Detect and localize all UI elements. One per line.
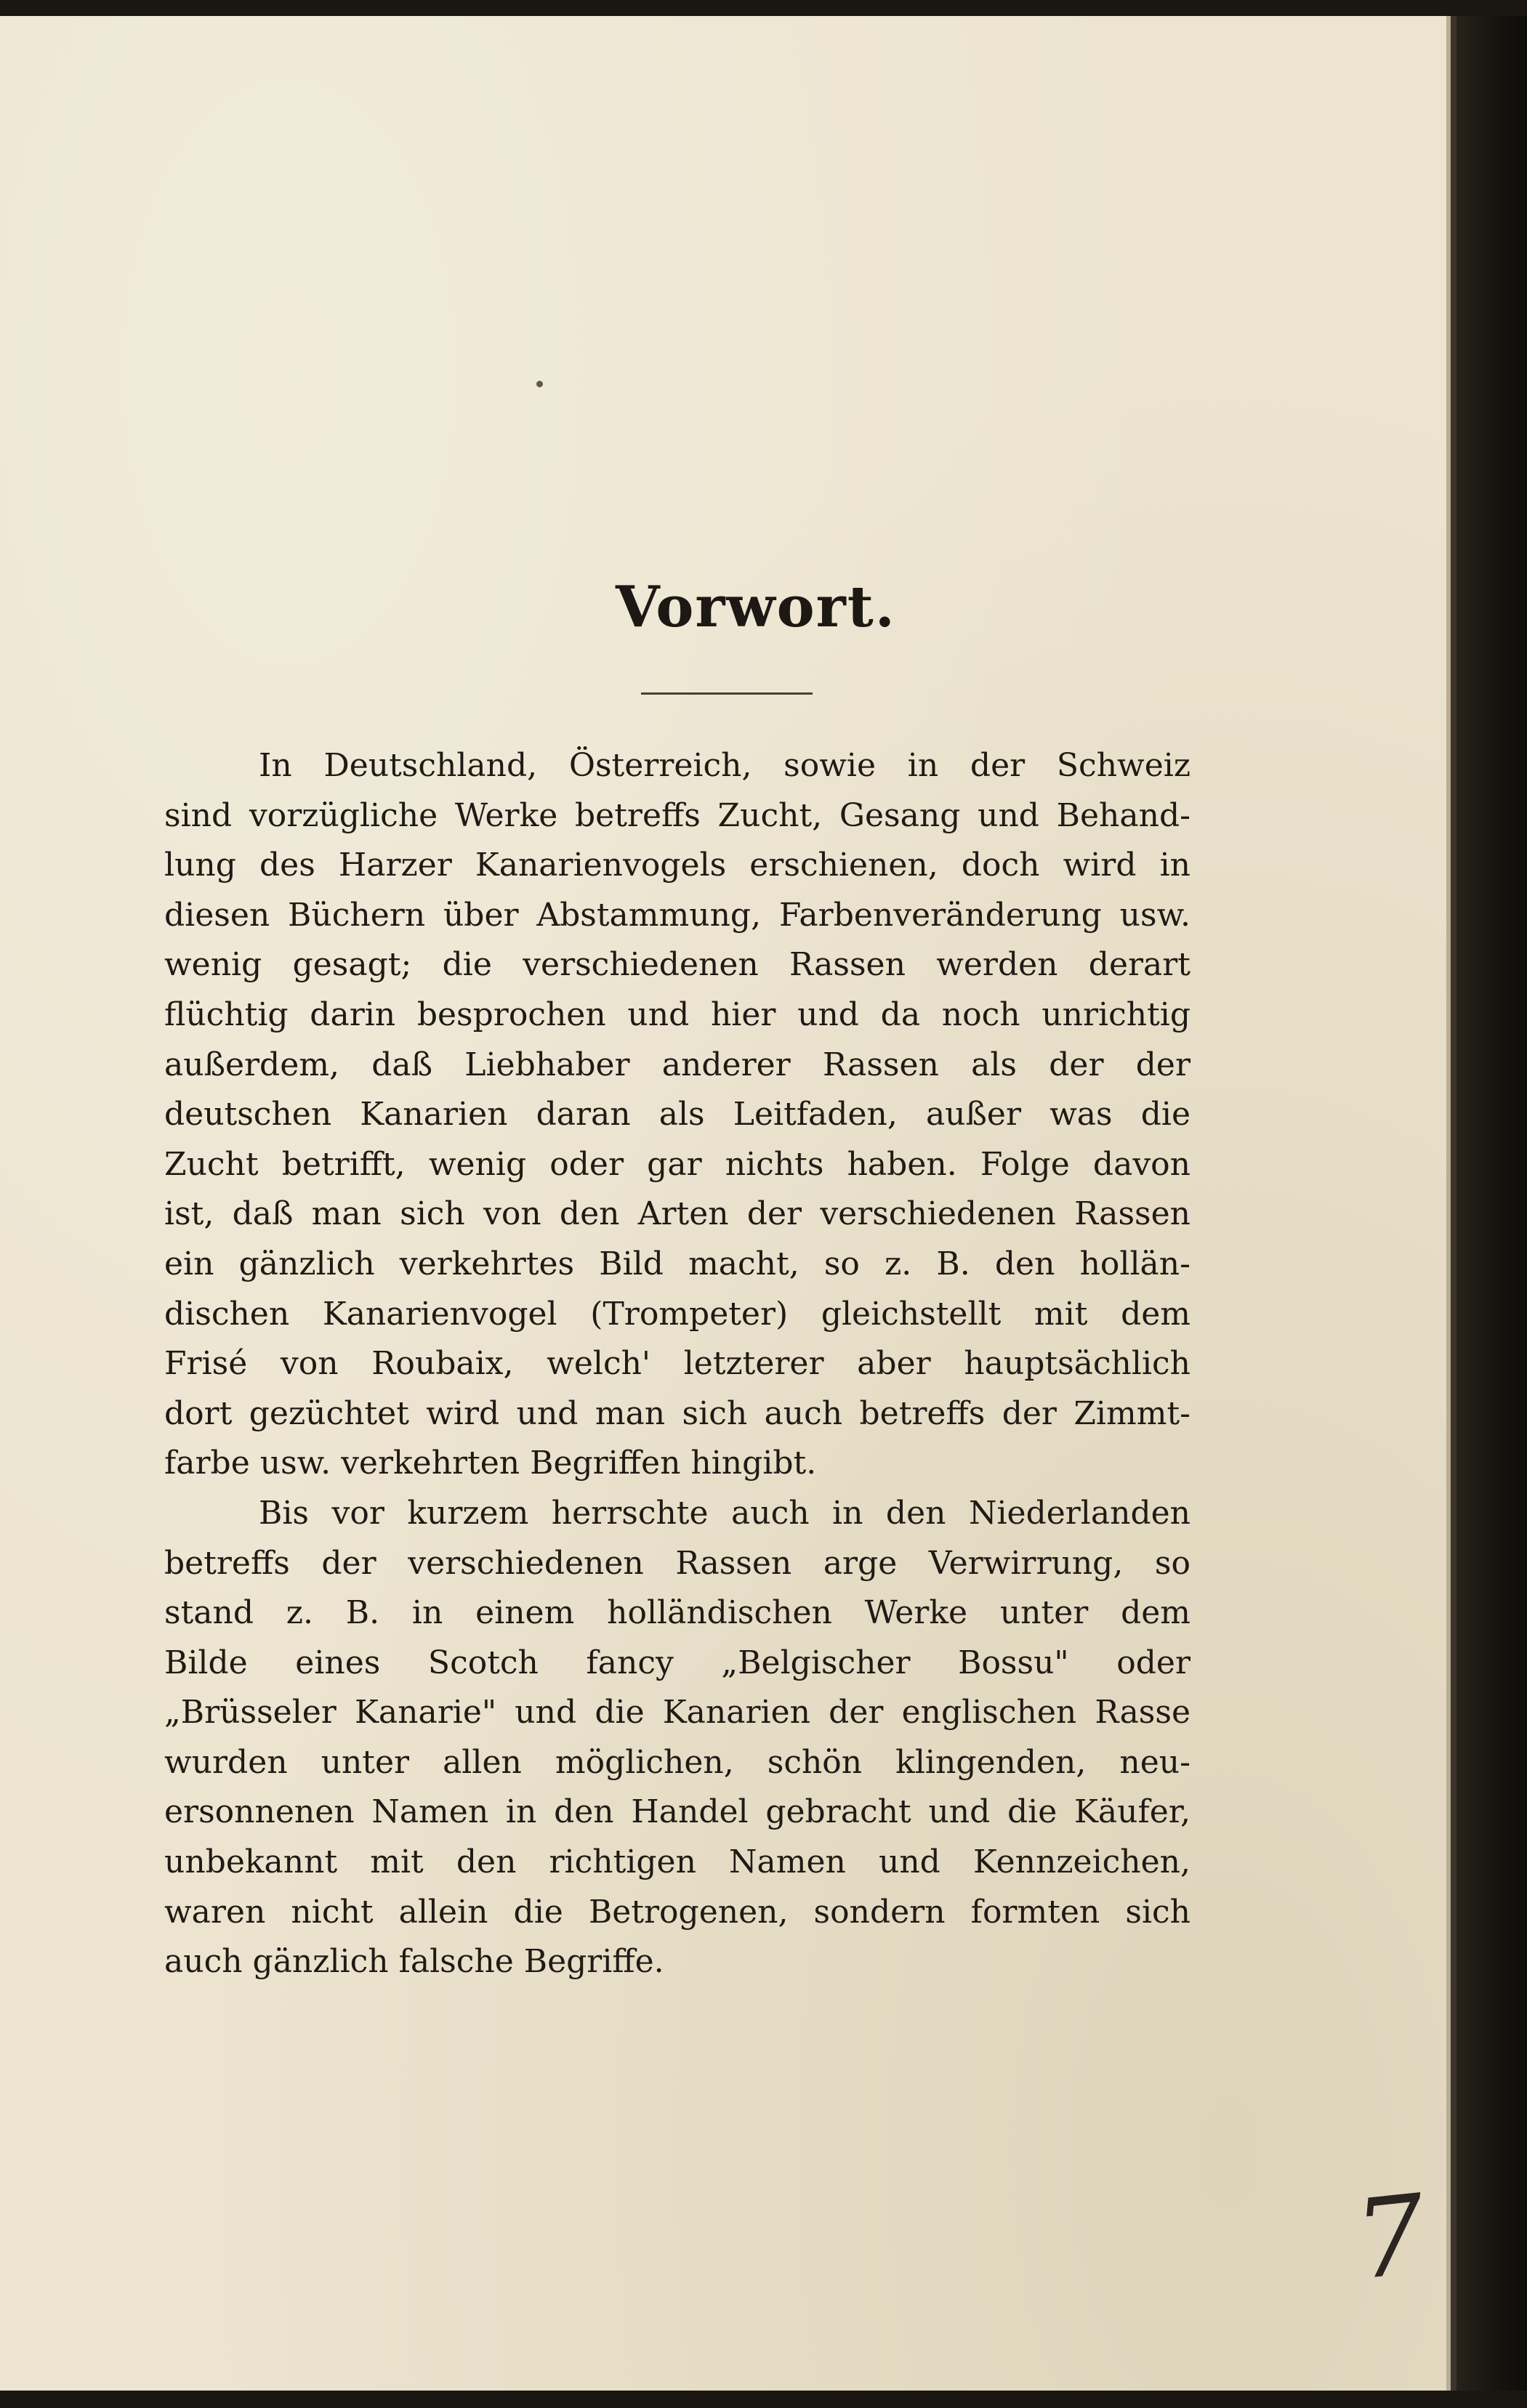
- page-title: Vorwort.: [616, 574, 896, 640]
- text-line: stand z. B. in einem holländischen Werke unter dem: [164, 1594, 1190, 1632]
- text-line: sind vorzügliche Werke betreffs Zucht, Gesang und Behand-: [164, 796, 1190, 834]
- text-line: ist, daß man sich von den Arten der verschiedenen Rassen: [164, 1195, 1190, 1233]
- text-line: In Deutschland, Österreich, sowie in der Schweiz: [259, 747, 1190, 784]
- text-line: wenig gesagt; die verschiedenen Rassen werden derart: [164, 946, 1190, 984]
- folio-number: 7: [1349, 2171, 1432, 2305]
- title-rule: [641, 692, 813, 695]
- text-line: betreffs der verschiedenen Rassen arge Verwirrung, so: [164, 1544, 1190, 1582]
- text-line: deutschen Kanarien daran als Leitfaden, außer was die: [164, 1096, 1190, 1134]
- text-line: ein gänzlich verkehrtes Bild macht, so z. B. den hollän-: [164, 1245, 1190, 1282]
- text-line: unbekannt mit den richtigen Namen und Kennzeichen,: [164, 1843, 1190, 1881]
- text-line: waren nicht allein die Betrogenen, sondern formten sich: [164, 1893, 1190, 1931]
- page-edge-shadow: [1446, 16, 1527, 2391]
- text-line: ersonnenen Namen in den Handel gebracht und die Käufer,: [164, 1793, 1190, 1831]
- text-line: Frisé von Roubaix, welch' letzterer aber hauptsächlich: [164, 1345, 1190, 1383]
- text-line: lung des Harzer Kanarienvogels erschienen, doch wird in: [164, 847, 1190, 884]
- ink-speck: [536, 381, 543, 387]
- text-line: Zucht betrifft, wenig oder gar nichts haben. Folge davon: [164, 1145, 1190, 1183]
- text-line: außerdem, daß Liebhaber anderer Rassen als der der: [164, 1046, 1190, 1083]
- text-line: „Brüsseler Kanarie" und die Kanarien der englischen Rasse: [164, 1694, 1190, 1732]
- text-line: dischen Kanarienvogel (Trompeter) gleichstellt mit dem: [164, 1295, 1190, 1333]
- text-line: diesen Büchern über Abstammung, Farbenveränderung usw.: [164, 896, 1190, 934]
- paragraph-2: [164, 1489, 1190, 1987]
- text-line: flüchtig darin besprochen und hier und da noch unrichtig: [164, 995, 1190, 1033]
- body-text: [164, 741, 1190, 1987]
- text-line: dort gezüchtet wird und man sich auch betreffs der Zimmt-: [164, 1394, 1190, 1432]
- text-line: farbe usw. verkehrten Begriffen hingibt.: [164, 1445, 817, 1482]
- text-line: wurden unter allen möglichen, schön klingenden, neu-: [164, 1743, 1190, 1781]
- paragraph-1: [164, 741, 1190, 1489]
- text-line: auch gänzlich falsche Begriffe.: [164, 1943, 664, 1981]
- text-line: Bilde eines Scotch fancy „Belgischer Bossu" oder: [164, 1644, 1190, 1681]
- text-line: Bis vor kurzem herrschte auch in den Niederlanden: [259, 1494, 1190, 1532]
